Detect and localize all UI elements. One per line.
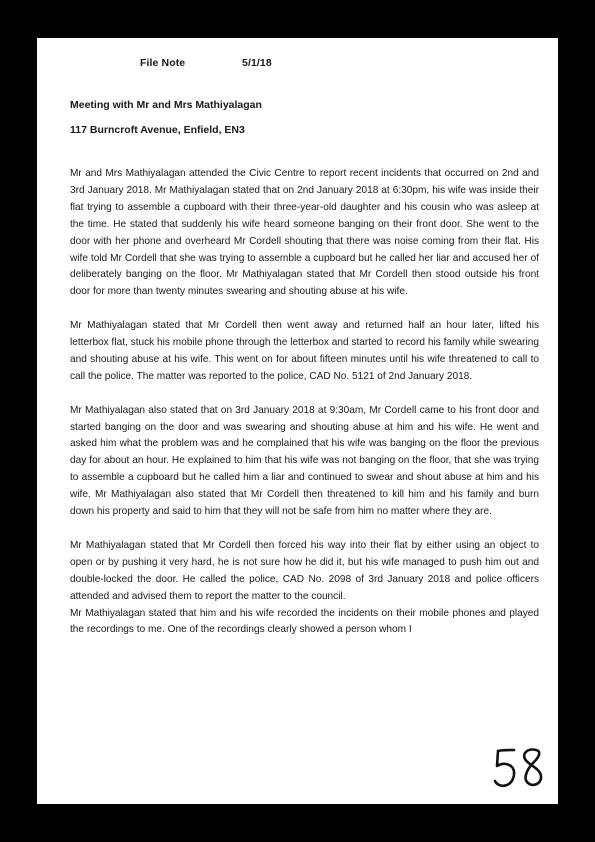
paragraph-3: Mr Mathiyalagan also stated that on 3rd January 2018 at 9:30am, Mr Cordell came to his front door and started banging on the door and was swearing and shouting abuse at him and his wife. He went and asked him what the problem was and he complained that his wife was banging on the floor the previous day for about an hour. He explained to him that his wife was not banging on the floor, that she was trying to assemble a cupboard but he called him a liar and continued to swear and shout abuse at him and his wife. Mr Mathiyalagan also stated that Mr Cordell then threatened to kill him and his family and burn down his property and said to him that they will not be safe from him no matter where they are. — [70, 404, 539, 518]
handwritten-page-number — [492, 744, 548, 792]
document-page — [37, 38, 558, 804]
file-note-date: 5/1/18 — [242, 57, 272, 69]
paragraph-5: Mr Mathiyalagan stated that him and his wife recorded the incidents on their mobile phones and played the recordings to me. One of the recordings clearly showed a person whom I — [70, 607, 539, 636]
note-body — [70, 166, 539, 656]
file-note-label: File Note — [140, 57, 186, 69]
paragraph-2: Mr Mathiyalagan stated that Mr Cordell then went away and returned half an hour later, lifted his letterbox flat, stuck his mobile phone through the letterbox and started to record his family while swearing and shouting abuse at his wife. This went on for about fifteen minutes until his wife threatened to call to call the police. The matter was reported to the police, CAD No. 5121 of 2nd January 2018. — [70, 320, 539, 382]
meeting-address: 117 Burncroft Avenue, Enfield, EN3 — [70, 124, 245, 136]
paragraph-4: Mr Mathiyalagan stated that Mr Cordell then forced his way into their flat by either using an object to open or by pushing it very hard, he is not sure how he did it, but his wife managed to push him out and double-locked the door. He called the police, CAD No. 2098 of 3rd January 2018 and police officers attended and advised them to report the matter to the council. — [70, 539, 539, 602]
paragraph-1: Mr and Mrs Mathiyalagan attended the Civic Centre to report recent incidents that occurred on 2nd and 3rd January 2018. Mr Mathiyalagan stated that on 2nd January 2018 at 6:30pm, his wife was inside their flat trying to assemble a cupboard with their three-year-old daughter and his cousin who was asleep at the time. He stated that suddenly his wife heard someone banging on their front door. She went to the door with her phone and overheard Mr Cordell shouting that there was noise coming from their flat. His wife told Mr Cordell that she was trying to assemble a cupboard but he called her liar and accused her of deliberately banging on the floor. Mr Mathiyalagan stated that Mr Cordell then stood outside his front door for more than twenty minutes swearing and shouting abuse at his wife. — [70, 168, 539, 298]
meeting-title: Meeting with Mr and Mrs Mathiyalagan — [70, 99, 262, 111]
